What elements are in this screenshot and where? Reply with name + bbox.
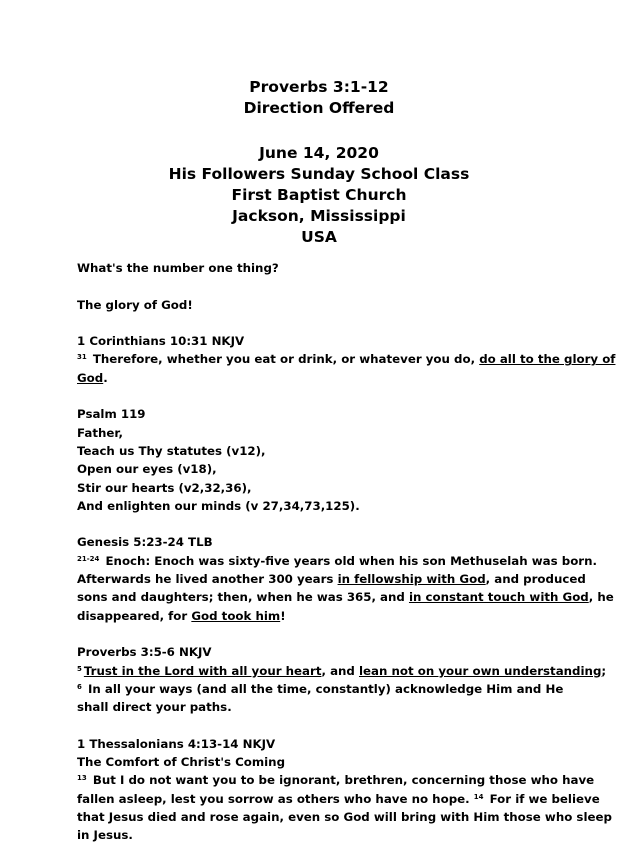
psalm-ref: Psalm 119: [77, 407, 146, 422]
psalm-section: [77, 405, 572, 515]
corinthians-verse-line: $^{31}$ Therefore, whether you eat or drink, or whatever you do, do all to the glory of: [77, 352, 616, 367]
intro-answer: The glory of God!: [77, 297, 193, 312]
title-line: Proverbs 3:1-12: [249, 78, 389, 96]
genesis-section: Genesis 5:23-24 TLB $^{21-24}$ Enoch: Enoch was sixty-five years old when his son Methuselah was born. Afterwards he lived another 300 years in fellowship with God, and produced sons and daughters; then, when he was 365, and in constant touch with God, he disappeared, for God took him!: [77, 535, 614, 623]
meta-church: First Baptist Church: [231, 186, 407, 204]
verse-number: 14: [473, 792, 484, 801]
genesis-ref: Genesis 5:23-24 TLB: [77, 535, 213, 550]
verse-number: 6: [77, 682, 82, 691]
underlined-phrase: lean not on your own understanding: [358, 663, 602, 678]
meta-class: His Followers Sunday School Class: [168, 165, 470, 183]
thessalonians-heading: The Comfort of Christ's Coming: [77, 755, 286, 770]
underlined-phrase: in fellowship with God: [337, 572, 486, 587]
meta-city: Jackson, Mississippi: [232, 207, 406, 225]
document-title: [0, 77, 638, 119]
document-body: [77, 259, 616, 863]
psalm-line: Teach us Thy statutes (v12),: [77, 443, 266, 458]
psalm-line: Open our eyes (v18),: [77, 462, 217, 477]
underlined-phrase: God: [77, 370, 104, 385]
subtitle-line: Direction Offered: [243, 99, 395, 117]
meta-country: USA: [301, 228, 337, 246]
proverbs-ref: Proverbs 3:5-6 NKJV: [77, 645, 212, 660]
verse-number: 21-24: [77, 554, 100, 563]
intro-question: What's the number one thing?: [77, 261, 279, 275]
verse-number: 5: [77, 664, 82, 673]
psalm-line: Father,: [77, 425, 123, 440]
proverbs-section: Proverbs 3:5-6 NKJV $^5$ Trust in the Lord with all your heart, and lean not on your own understanding; $^6$ In all your ways (and all the time, constantly) acknowledge Him and He shall direct your paths.: [77, 645, 607, 715]
psalm-line: And enlighten our minds (v 27,34,73,125).: [77, 498, 360, 513]
thessalonians-section: 1 Thessalonians 4:13-14 NKJV The Comfort of Christ's Coming $^{13}$ But I do not want you to be ignorant, brethren, concerning those who have fallen asleep, lest you sorrow as others who have no hope. $^{14}$ For if we believe that Jesus died and rose again, even so God will bring with Him those who sleep in Jesus.: [77, 736, 612, 843]
meta-date: June 14, 2020: [259, 144, 379, 162]
corinthians-ref: 1 Corinthians 10:31 NKJV: [77, 334, 245, 349]
verse-number: 13: [77, 774, 87, 783]
underlined-phrase: Trust in the Lord with all your heart: [83, 663, 322, 678]
verse-number: 31: [77, 353, 87, 362]
corinthians-section: 1 Corinthians 10:31 NKJV $^{31}$ Therefore, whether you eat or drink, or whatever you do, do all to the glory of God.: [77, 334, 616, 385]
document-meta: [0, 143, 638, 248]
underlined-phrase: do all to the glory of: [479, 352, 616, 367]
underlined-phrase: in constant touch with God: [408, 590, 589, 605]
underlined-phrase: God took him: [191, 608, 281, 623]
psalm-line: Stir our hearts (v2,32,36),: [77, 480, 252, 495]
thessalonians-ref: 1 Thessalonians 4:13-14 NKJV: [77, 736, 276, 751]
